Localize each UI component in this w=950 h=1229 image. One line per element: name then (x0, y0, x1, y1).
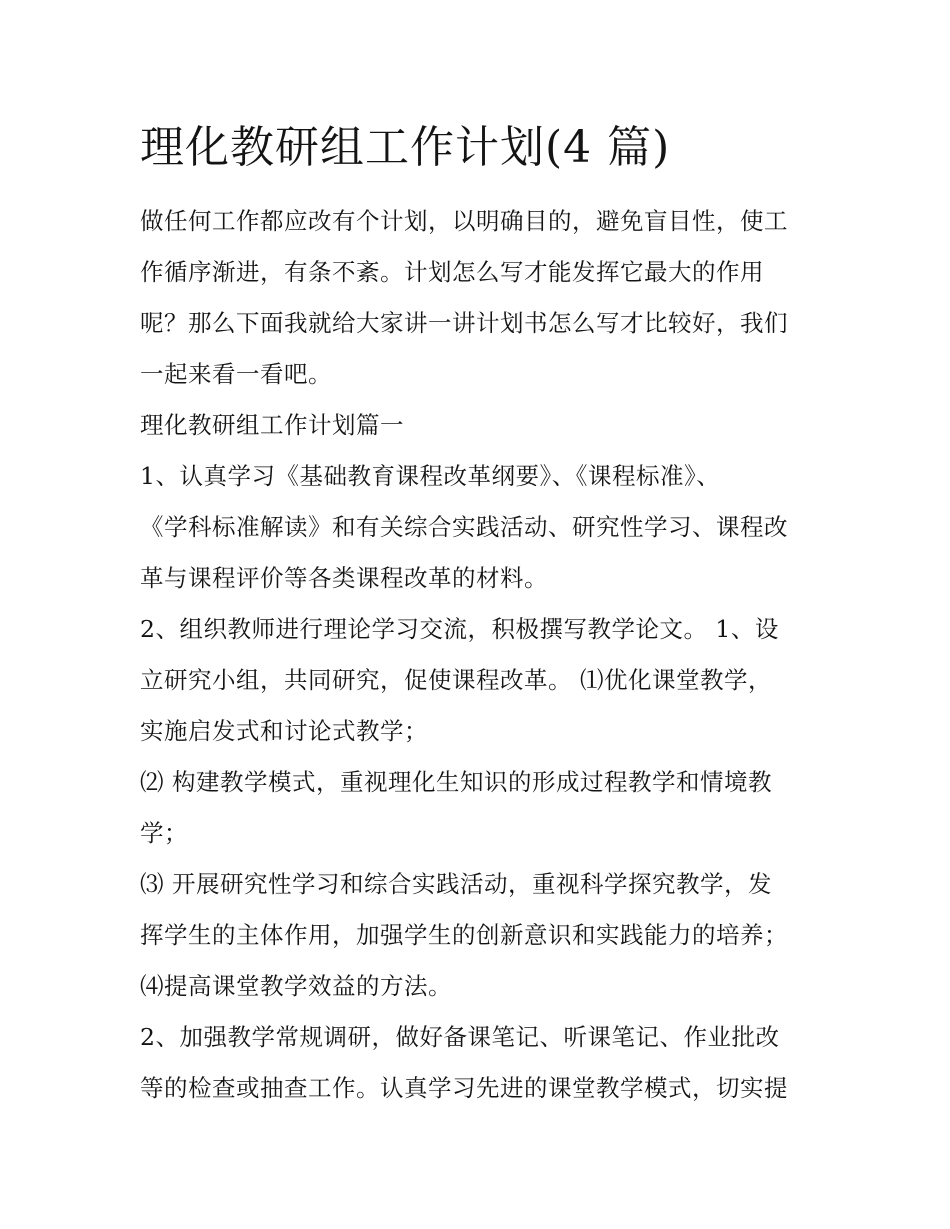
paragraph-line: 实施启发式和讨论式教学； (140, 717, 428, 745)
document-body (140, 196, 820, 1114)
paragraph-line: ⑶ 开展研究性学习和综合实践活动，重视科学探究教学，发 (140, 870, 772, 898)
paragraph-line: 立研究小组，共同研究，促使课程改革。 ⑴优化课堂教学， (140, 666, 772, 694)
document-title: 理化教研组工作计划(4 篇) (140, 122, 671, 173)
paragraph-line: 《学科标准解读》和有关综合实践活动、研究性学习、课程改 (140, 513, 788, 541)
paragraph-line: 呢？那么下面我就给大家讲一讲计划书怎么写才比较好，我们 (140, 309, 788, 337)
paragraph-line: ⑵ 构建教学模式，重视理化生知识的形成过程教学和情境教 (140, 768, 772, 796)
paragraph-line: 作循序渐进，有条不紊。计划怎么写才能发挥它最大的作用 (140, 258, 764, 286)
section-heading: 理化教研组工作计划篇一 (140, 411, 404, 439)
paragraph-line: 2、加强教学常规调研，做好备课笔记、听课笔记、作业批改 (140, 1023, 780, 1051)
paragraph-line: 革与课程评价等各类课程改革的材料。 (140, 564, 548, 592)
paragraph-line: 一起来看一看吧。 (140, 360, 332, 388)
paragraph-line: 学； (140, 819, 188, 847)
paragraph-line: 2、组织教师进行理论学习交流，积极撰写教学论文。 1、设 (140, 615, 779, 643)
paragraph-line: 等的检查或抽查工作。认真学习先进的课堂教学模式，切实提 (140, 1074, 788, 1102)
paragraph-line: 挥学生的主体作用，加强学生的创新意识和实践能力的培养； (140, 921, 788, 949)
paragraph-line: 1、认真学习《基础教育课程改革纲要》、《课程标准》、 (140, 462, 721, 490)
paragraph-line: 做任何工作都应改有个计划，以明确目的，避免盲目性，使工 (140, 207, 788, 235)
paragraph-line: ⑷提高课堂教学效益的方法。 (140, 972, 452, 1000)
